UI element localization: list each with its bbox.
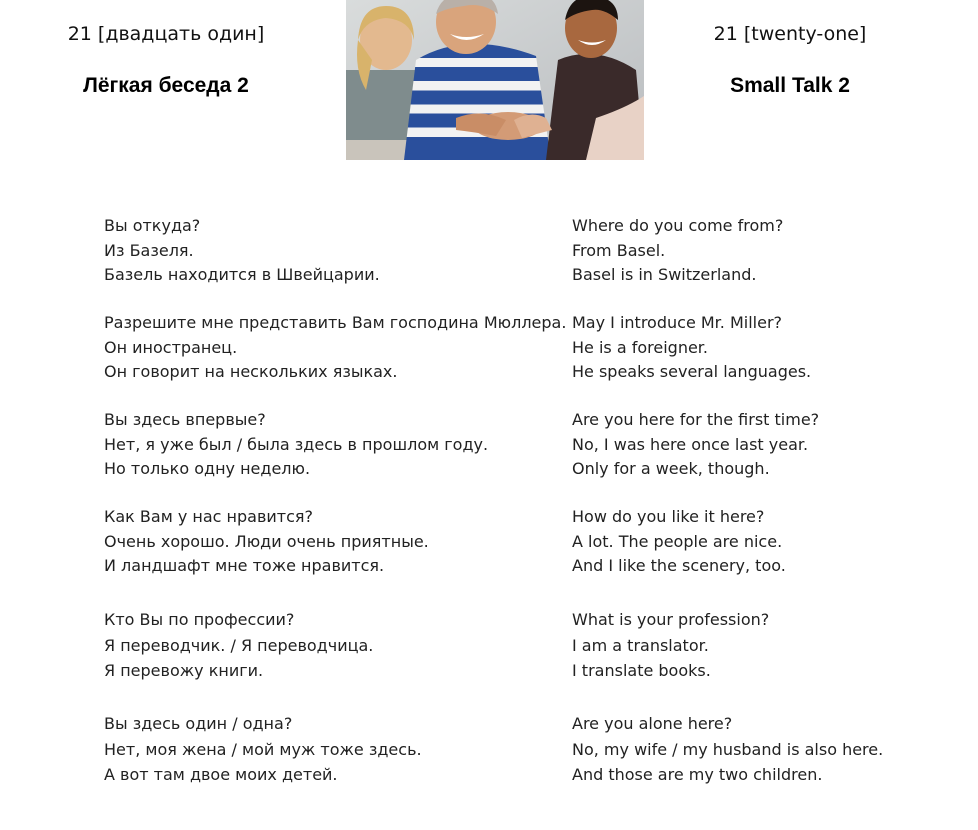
russian-phrase-group <box>104 505 574 579</box>
english-phrase: No, I was here once last year. <box>572 434 809 454</box>
english-phrase: How do you like it here? <box>572 507 765 526</box>
english-phrase: He is a foreigner. <box>572 337 708 357</box>
russian-phrase: Разрешите мне представить Вам господина Мюллера. <box>104 313 567 332</box>
english-lesson-title: Small Talk 2 <box>730 74 850 97</box>
russian-phrase: Он говорит на нескольких языках. <box>104 362 398 382</box>
english-phrase: Where do you come from? <box>572 216 784 235</box>
english-phrase: What is your profession? <box>572 610 770 629</box>
english-phrase: From Basel. <box>572 240 666 260</box>
russian-phrase: Нет, я уже был / была здесь в прошлом году. <box>104 434 489 454</box>
english-phrase: And I like the scenery, too. <box>572 556 786 576</box>
russian-phrase-group <box>104 311 574 385</box>
english-phrase: Only for a week, though. <box>572 459 770 479</box>
english-phrase: No, my wife / my husband is also here. <box>572 739 884 759</box>
russian-lesson-title: Лёгкая беседа 2 <box>83 74 249 97</box>
russian-phrase-group <box>104 214 574 288</box>
english-phrase: And those are my two children. <box>572 765 823 785</box>
english-phrase: I translate books. <box>572 661 711 681</box>
english-phrase-group <box>572 408 952 482</box>
russian-phrase: Нет, моя жена / мой муж тоже здесь. <box>104 739 422 759</box>
handshake-photo-illustration <box>346 0 644 160</box>
russian-phrase: Очень хорошо. Люди очень приятные. <box>104 531 429 551</box>
russian-phrase: Как Вам у нас нравится? <box>104 507 314 526</box>
english-phrase-group <box>572 311 952 385</box>
russian-phrase: Вы здесь впервые? <box>104 410 266 429</box>
english-phrase-group <box>572 607 952 684</box>
russian-phrase-group <box>104 607 574 684</box>
english-phrase-group <box>572 711 952 788</box>
russian-header <box>36 18 296 100</box>
russian-phrase: Я переводчик. / Я переводчица. <box>104 635 374 655</box>
english-phrase: I am a translator. <box>572 635 709 655</box>
english-phrase: Are you here for the first time? <box>572 410 820 429</box>
english-phrase: A lot. The people are nice. <box>572 531 783 551</box>
russian-phrase: А вот там двое моих детей. <box>104 765 338 785</box>
russian-phrase: Кто Вы по профессии? <box>104 610 295 629</box>
english-phrase: Basel is in Switzerland. <box>572 265 757 285</box>
russian-phrase: Я перевожу книги. <box>104 661 264 681</box>
russian-phrase: Из Базеля. <box>104 240 194 260</box>
english-phrase-group <box>572 214 952 288</box>
english-phrase: He speaks several languages. <box>572 362 812 382</box>
russian-lesson-number: 21 [двадцать один] <box>67 23 265 45</box>
russian-phrase: Но только одну неделю. <box>104 459 311 479</box>
russian-phrase: Вы здесь один / одна? <box>104 714 293 733</box>
english-phrase: Are you alone here? <box>572 714 733 733</box>
russian-phrase: Он иностранец. <box>104 337 238 357</box>
english-header <box>660 18 920 100</box>
russian-phrase: Вы откуда? <box>104 216 201 235</box>
handshake-photo <box>346 0 644 160</box>
english-lesson-number: 21 [twenty-one] <box>713 23 867 45</box>
russian-phrase: Базель находится в Швейцарии. <box>104 265 380 285</box>
russian-phrase-group <box>104 408 574 482</box>
russian-phrase: И ландшафт мне тоже нравится. <box>104 556 385 576</box>
english-phrase-group <box>572 505 952 579</box>
english-phrase: May I introduce Mr. Miller? <box>572 313 783 332</box>
russian-phrase-group <box>104 711 574 788</box>
